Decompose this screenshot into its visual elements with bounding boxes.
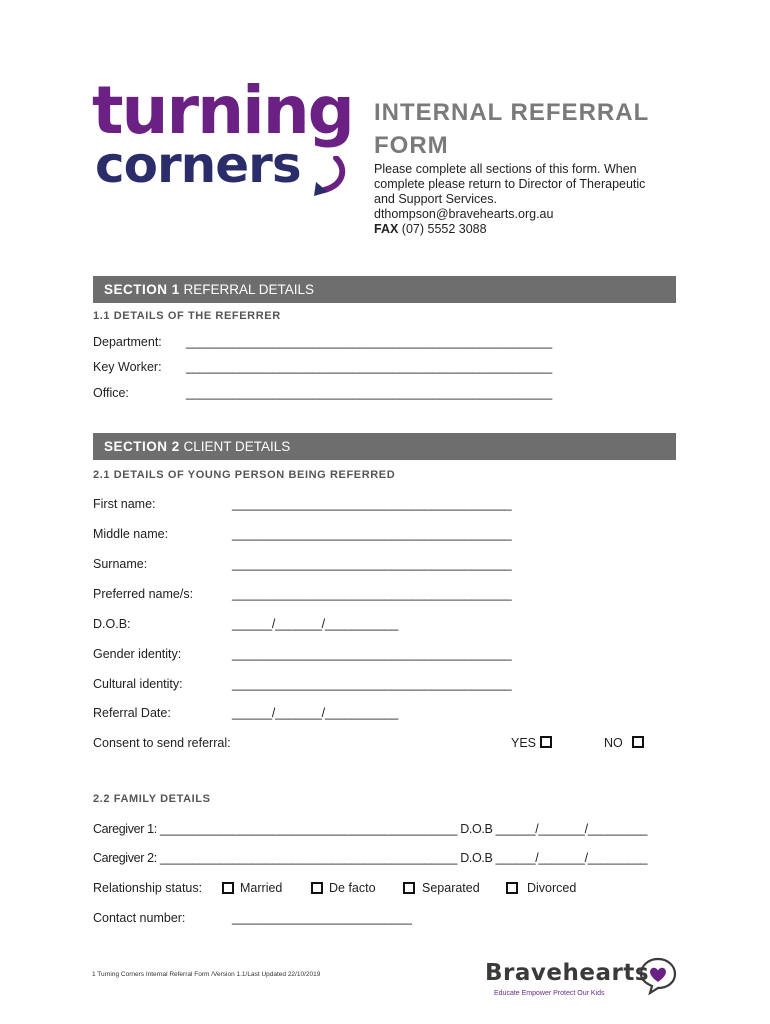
intro-line-3: and Support Services. — [374, 192, 497, 206]
married-label: Married — [240, 881, 283, 895]
consent-yes-checkbox[interactable] — [540, 736, 552, 748]
de-facto-checkbox[interactable] — [311, 882, 323, 894]
caregiver-1-field[interactable]: Caregiver 1: _____________________________________________ D.O.B ______/_______/_________ — [93, 822, 648, 836]
separated-checkbox[interactable] — [403, 882, 415, 894]
section-1-header — [93, 276, 676, 303]
divorced-checkbox[interactable] — [506, 882, 518, 894]
turning-corners-logo-top: turning — [92, 72, 353, 149]
middle-name-field[interactable]: __________________________________________ — [232, 527, 512, 541]
section-1-subhead: 1.1 DETAILS OF THE REFERRER — [93, 310, 281, 322]
footer-version-text: 1 Turning Corners Internal Referral Form /Version 1.1/Last Updated 22/10/2019 — [92, 971, 321, 978]
divorced-label: Divorced — [527, 881, 577, 895]
middle-name-label: Middle name: — [93, 527, 169, 541]
cultural-identity-label: Cultural identity: — [93, 677, 183, 691]
intro-line-2: complete please return to Director of Therapeutic — [374, 177, 646, 191]
family-details-subhead: 2.2 FAMILY DETAILS — [93, 793, 211, 805]
bravehearts-tagline: Educate Empower Protect Our Kids — [494, 990, 605, 997]
section-2-subhead: 2.1 DETAILS OF YOUNG PERSON BEING REFERRED — [93, 469, 396, 481]
fax-number: (07) 5552 3088 — [401, 222, 487, 236]
section-2-header — [93, 433, 676, 460]
referral-date-field[interactable]: ______/_______/___________ — [232, 706, 398, 720]
heart-speech-bubble-icon — [638, 955, 678, 995]
relationship-status-label: Relationship status: — [93, 881, 203, 895]
consent-label: Consent to send referral: — [93, 736, 231, 750]
section-1-number: SECTION 1 — [104, 282, 180, 297]
fax-label: FAX — [374, 222, 399, 236]
separated-label: Separated — [422, 881, 480, 895]
form-title: INTERNAL REFERRAL FORM — [374, 99, 649, 159]
contact-number-field[interactable]: ___________________________ — [232, 911, 412, 925]
office-field[interactable]: _______________________________________________________ — [186, 386, 552, 400]
office-label: Office: — [93, 386, 129, 400]
dob-label: D.O.B: — [93, 617, 131, 631]
department-label: Department: — [93, 335, 162, 349]
bravehearts-logo-text: Bravehearts — [485, 960, 650, 986]
surname-field[interactable]: __________________________________________ — [232, 557, 512, 571]
married-checkbox[interactable] — [222, 882, 234, 894]
de-facto-label: De facto — [329, 881, 376, 895]
consent-no-label: NO — [604, 736, 623, 750]
cultural-identity-field[interactable]: __________________________________________ — [232, 677, 512, 691]
caregiver-2-field[interactable]: Caregiver 2: _____________________________________________ D.O.B ______/_______/_________ — [93, 851, 648, 865]
consent-yes-label: YES — [511, 736, 537, 750]
contact-number-label: Contact number: — [93, 911, 186, 925]
first-name-label: First name: — [93, 497, 156, 511]
intro-line-1: Please complete all sections of this form. When — [374, 162, 637, 176]
first-name-field[interactable]: __________________________________________ — [232, 497, 512, 511]
preferred-name-field[interactable]: __________________________________________ — [232, 587, 512, 601]
gender-identity-field[interactable]: __________________________________________ — [232, 647, 512, 661]
key-worker-field[interactable]: _______________________________________________________ — [186, 360, 552, 374]
curved-arrow-icon — [308, 156, 348, 200]
consent-no-checkbox[interactable] — [632, 736, 644, 748]
preferred-name-label: Preferred name/s: — [93, 587, 194, 601]
surname-label: Surname: — [93, 557, 148, 571]
department-field[interactable]: _______________________________________________________ — [186, 335, 552, 349]
referral-date-label: Referral Date: — [93, 706, 171, 720]
turning-corners-logo-bottom: corners — [95, 136, 301, 194]
fax-line — [374, 222, 487, 237]
key-worker-label: Key Worker: — [93, 360, 162, 374]
section-1-title: REFERRAL DETAILS — [183, 282, 315, 297]
dob-field[interactable]: ______/_______/___________ — [232, 617, 398, 631]
section-2-number: SECTION 2 — [104, 439, 180, 454]
section-2-title: CLIENT DETAILS — [183, 439, 291, 454]
gender-identity-label: Gender identity: — [93, 647, 182, 661]
contact-email[interactable]: dthompson@bravehearts.org.au — [374, 207, 554, 221]
